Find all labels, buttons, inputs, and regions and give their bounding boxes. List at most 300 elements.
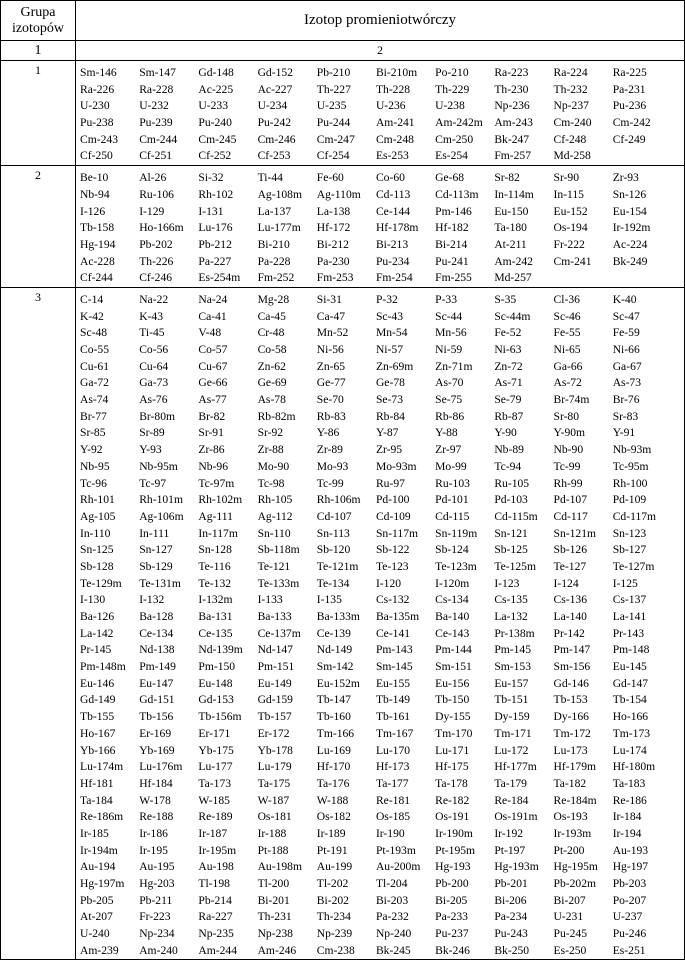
isotope-entry: Be-10: [80, 171, 109, 185]
isotope-entry: Sn-127: [139, 543, 173, 557]
isotope-entry: Sc-47: [612, 309, 640, 323]
isotope-entry: Tl-204: [375, 877, 408, 890]
isotope-entry: Pu-236: [612, 99, 647, 113]
isotope-entry: Eu-152: [553, 204, 588, 218]
isotope-entry: Re-188: [139, 810, 174, 824]
isotope-entry: Ta-178: [435, 776, 468, 790]
isotope-entry: Np-238: [257, 927, 293, 941]
isotope-entry: Gd-147: [612, 676, 649, 690]
isotope-entry: Ce-139: [316, 626, 351, 640]
isotope-entry: Pu-241: [435, 254, 469, 268]
isotope-entry: Pm-146: [435, 204, 472, 218]
isotope-entry: Tb-160: [316, 710, 351, 724]
isotope-entry: Ca-45: [257, 309, 286, 323]
isotope-entry: Cm-246: [257, 132, 296, 146]
isotope-entry: Pm-145: [494, 643, 532, 657]
isotope-entry: Sn-121: [494, 526, 528, 540]
isotope-entry: Sr-85: [80, 426, 106, 440]
isotope-entry: Ru-97: [375, 476, 405, 490]
isotope-entry: Er-172: [257, 726, 290, 740]
isotope-entry: Pm-148m: [80, 660, 126, 674]
isotope-entry: Hg-193m: [494, 860, 539, 874]
isotope-entry: Pb-202m: [553, 877, 597, 890]
isotope-entry: Y-91: [612, 426, 636, 440]
isotope-entry: Rh-101m: [139, 493, 183, 507]
isotope-entry: Ir-186: [139, 826, 168, 840]
isotope-entry: Br-82: [198, 409, 226, 423]
isotope-entry: Pt-193m: [375, 843, 416, 857]
isotope-entry: W-185: [198, 793, 230, 807]
isotope-entry: Tm-166: [316, 726, 355, 740]
isotope-entry: Ni-65: [553, 343, 581, 356]
isotope-entry: Ce-135: [198, 626, 233, 640]
isotope-entry: Eu-148: [198, 676, 233, 690]
isotope-entry: Np-236: [494, 99, 530, 113]
isotope-entry: Au-194: [80, 860, 116, 874]
isotope-entry: Ag-108m: [257, 187, 303, 201]
isotope-entry: Dy-155: [435, 710, 471, 724]
isotope-entry: Nb-93m: [612, 443, 652, 457]
isotope-entry: Ir-184: [612, 810, 642, 824]
isotope-entry: U-231: [553, 910, 584, 924]
isotope-entry: K-40: [612, 292, 637, 306]
isotope-entry: Mg-28: [257, 292, 290, 306]
isotope-entry: La-132: [494, 610, 528, 623]
isotope-entry: Md-258: [553, 149, 591, 163]
isotope-entry: Bk-245: [375, 943, 411, 957]
isotope-entry: Cm-243: [80, 132, 119, 146]
isotope-entry: Tc-97: [139, 476, 167, 490]
isotope-entry: Te-123m: [435, 559, 477, 573]
isotope-entry: Eu-146: [80, 676, 115, 690]
isotope-entry: Pb-203: [612, 877, 647, 890]
isotope-entry: Au-199: [316, 860, 353, 874]
isotope-entry: Pr-142: [553, 626, 585, 640]
isotope-entry: Pr-143: [612, 626, 645, 640]
isotope-entry: Sn-123: [612, 526, 647, 540]
isotope-entry: Y-86: [316, 426, 340, 440]
column-number-2: 2: [76, 41, 685, 61]
isotope-entry: Rh-100: [612, 476, 648, 490]
isotope-entry: Th-231: [257, 910, 292, 924]
isotope-entry: Hf-182: [435, 221, 469, 235]
isotope-entry: Pm-143: [375, 643, 413, 657]
isotope-entry: Sb-122: [375, 543, 410, 557]
isotope-list-group-3: [76, 288, 684, 960]
isotope-entry: Zn-71m: [435, 359, 473, 373]
isotope-entry: Sm-145: [375, 660, 413, 674]
isotope-entry: As-76: [139, 393, 168, 407]
isotope-entry: I-129: [139, 204, 165, 218]
isotope-entry: Pb-202: [139, 237, 173, 251]
isotope-entry: Cl-36: [553, 292, 580, 306]
isotope-entry: Br-76: [612, 393, 640, 407]
isotope-entry: Nd-139m: [198, 643, 243, 657]
isotope-entry: Sb-127: [612, 543, 647, 557]
isotope-entry: Hg-194: [80, 237, 116, 251]
isotope-entry: Sr-91: [198, 426, 224, 440]
isotope-entry: K-43: [139, 309, 164, 323]
isotope-entry: I-135: [316, 593, 342, 607]
isotope-entry: Cs-137: [612, 593, 647, 607]
isotope-entry: Pu-237: [435, 927, 469, 941]
isotope-entry: Te-121m: [316, 559, 359, 573]
isotope-entry: Cd-109: [375, 509, 411, 523]
isotope-entry: Tb-151: [494, 693, 529, 707]
group-row-2: [1, 166, 685, 288]
isotope-entry: Cs-135: [494, 593, 528, 607]
isotope-entry: U-234: [257, 99, 288, 113]
isotope-entry: Ho-166m: [139, 221, 184, 235]
isotope-entry: Tm-170: [435, 726, 473, 740]
isotope-entry: Au-200m: [375, 860, 421, 874]
isotope-entry: Cf-254: [316, 149, 350, 163]
isotope-entry: Pt-200: [553, 843, 585, 857]
isotope-entry: I-132m: [198, 593, 233, 607]
isotope-entry: Gd-152: [257, 66, 293, 79]
isotope-entry: Bi-201: [257, 893, 290, 907]
isotope-entry: Rh-102: [198, 187, 234, 201]
isotope-list-group-2: [76, 166, 684, 287]
isotope-entry: Pm-150: [198, 660, 236, 674]
isotope-entry: Hg-193: [435, 860, 471, 874]
isotope-entry: Zn-72: [494, 359, 523, 373]
isotope-entry: Tb-147: [316, 693, 351, 707]
isotope-entry: Sb-118m: [257, 543, 300, 557]
isotope-entry: Se-79: [494, 393, 522, 407]
isotope-entry: Es-254: [435, 149, 468, 163]
isotope-entry: Zn-62: [257, 359, 286, 373]
isotope-entry: Re-186: [612, 793, 647, 807]
isotope-entry: Fm-252: [257, 271, 295, 285]
isotope-entry: Th-234: [316, 910, 351, 924]
isotope-entry: Cf-253: [257, 149, 291, 163]
isotope-entry: I-120m: [435, 576, 470, 590]
isotope-entry: Ta-182: [553, 776, 587, 790]
isotope-entry: U-230: [80, 99, 110, 113]
isotope-entry: Am-241: [375, 116, 415, 130]
isotope-entry: Ga-72: [80, 376, 109, 390]
isotope-entry: U-236: [375, 99, 406, 113]
isotope-entry: Th-226: [139, 254, 174, 268]
isotope-entry: Th-227: [316, 82, 351, 96]
isotope-entry: Te-134: [316, 576, 350, 590]
isotope-entry: As-74: [80, 393, 109, 407]
isotope-entry: Pu-244: [316, 116, 351, 130]
isotope-entry: Cm-238: [316, 943, 355, 957]
isotope-entry: Zn-65: [316, 359, 346, 373]
isotope-entry: Cm-240: [553, 116, 592, 130]
isotope-entry: Rh-105: [257, 493, 293, 507]
isotope-entry: Tl-200: [257, 877, 290, 890]
isotope-entry: Sc-43: [375, 309, 403, 323]
isotope-entry: Hg-203: [139, 877, 175, 890]
isotope-entry: Rb-82m: [257, 409, 296, 423]
isotope-entry: Te-132: [198, 576, 232, 590]
isotope-entry: Nb-95m: [139, 459, 178, 473]
isotope-entry: Pu-240: [198, 116, 232, 130]
isotope-entry: Ag-105: [80, 509, 116, 523]
isotope-entry: Pu-239: [139, 116, 173, 130]
isotope-entry: Ta-176: [316, 776, 350, 790]
isotope-entry: Pd-103: [494, 493, 528, 507]
isotope-entry: Hg-197: [612, 860, 649, 874]
isotope-entry: Bi-210m: [375, 66, 418, 79]
isotope-entry: Na-22: [139, 292, 169, 306]
isotope-entry: Cf-250: [80, 149, 113, 163]
isotope-entry: Ba-131: [198, 610, 233, 623]
isotope-entry: Pm-149: [139, 660, 176, 674]
isotope-entry: Ru-106: [139, 187, 174, 201]
isotope-entry: Rb-83: [316, 409, 346, 423]
isotope-entry: Pa-234: [494, 910, 528, 924]
isotope-entry: Lu-169: [316, 743, 351, 757]
isotope-entry: C-14: [80, 292, 104, 306]
isotope-entry: Ce-141: [375, 626, 411, 640]
isotope-entry: Hf-178m: [375, 221, 419, 235]
isotope-entry: W-178: [139, 793, 171, 807]
isotope-entry: Os-181: [257, 810, 292, 824]
isotope-entry: Br-74m: [553, 393, 590, 407]
isotope-entry: Ce-144: [375, 204, 411, 218]
isotope-entry: Co-56: [139, 343, 169, 356]
isotope-entry: Tm-171: [494, 726, 532, 740]
isotope-entry: Sn-126: [612, 187, 647, 201]
isotope-entry: La-138: [316, 204, 351, 218]
isotope-entry: Fm-257: [494, 149, 532, 163]
isotope-entry: Eu-156: [435, 676, 470, 690]
isotope-entry: Ti-45: [139, 326, 165, 340]
isotope-entry: In-117m: [198, 526, 238, 540]
isotope-entry: Sr-83: [612, 409, 639, 423]
isotope-entry: Cm-250: [435, 132, 474, 146]
isotope-entry: Mo-99: [435, 459, 467, 473]
isotope-entry: Ge-77: [316, 376, 346, 390]
isotope-entry: Pd-109: [612, 493, 647, 507]
isotope-entry: Tb-161: [375, 710, 411, 724]
isotope-entry: Cu-61: [80, 359, 109, 373]
isotope-entry: Ta-177: [375, 776, 409, 790]
isotope-entry: Lu-177m: [257, 221, 301, 235]
isotope-entry: Cd-113m: [435, 187, 479, 201]
isotope-entry: Lu-173: [553, 743, 588, 757]
isotope-entry: Te-121: [257, 559, 291, 573]
isotope-entry: Tb-150: [435, 693, 470, 707]
isotope-entry: Ir-195: [139, 843, 168, 857]
isotope-entry: Rb-84: [375, 409, 405, 423]
isotope-entry: I-120: [375, 576, 402, 590]
isotope-entry: Es-250: [553, 943, 587, 957]
isotope-entry: Rh-101: [80, 493, 115, 507]
isotope-entry: I-132: [139, 593, 165, 607]
isotope-entry: Tm-172: [553, 726, 591, 740]
isotope-entry: Na-24: [198, 292, 228, 306]
isotope-entry: Sb-125: [494, 543, 528, 557]
isotope-entry: Bi-213: [375, 237, 409, 251]
isotope-entry: Lu-176m: [139, 760, 183, 774]
isotope-entry: Sc-44: [435, 309, 463, 323]
isotope-entry: Ta-175: [257, 776, 291, 790]
isotope-entry: Ge-69: [257, 376, 287, 390]
group-column-header: [1, 1, 76, 41]
isotope-entry: Mn-56: [435, 326, 467, 340]
isotope-entry: Pb-205: [80, 893, 114, 907]
isotope-entry: Er-169: [139, 726, 172, 740]
isotope-entry: Es-251: [612, 943, 646, 957]
isotope-entry: Np-234: [139, 927, 175, 941]
isotope-entry: Zn-69m: [375, 359, 414, 373]
isotope-entry: I-125: [612, 576, 638, 590]
isotope-entry: Ga-66: [553, 359, 583, 373]
isotope-entry: Bk-246: [435, 943, 470, 957]
isotope-entry: Nb-94: [80, 187, 110, 201]
isotope-entry: Am-246: [257, 943, 297, 957]
isotope-entry: Lu-174: [612, 743, 647, 757]
isotope-entry: Tl-202: [316, 877, 349, 890]
isotope-entry: Ra-226: [80, 82, 115, 96]
isotope-entry: Te-123: [375, 559, 409, 573]
isotope-entry: Ra-228: [139, 82, 174, 96]
isotope-entry: Hf-180m: [612, 760, 656, 774]
isotope-entry: La-142: [80, 626, 114, 640]
isotope-entry: Pu-242: [257, 116, 292, 130]
isotope-list-group-1: [76, 61, 684, 165]
isotope-entry: Pu-238: [80, 116, 114, 130]
isotope-entry: Ga-73: [139, 376, 169, 390]
isotope-entry: Ni-57: [375, 343, 403, 356]
isotope-entry: Hg-197m: [80, 877, 125, 890]
isotope-entry: Y-93: [139, 443, 162, 457]
isotope-entry: Ge-68: [435, 171, 465, 185]
isotope-entry: Pd-100: [375, 493, 410, 507]
isotope-entry: Sc-44m: [494, 309, 531, 323]
isotope-entry: Am-243: [494, 116, 533, 130]
isotope-entry: Mn-54: [375, 326, 408, 340]
isotope-entry: Pb-214: [198, 893, 232, 907]
isotope-entry: Cm-244: [139, 132, 178, 146]
isotope-entry: As-78: [257, 393, 286, 407]
isotope-entry: Pm-147: [553, 643, 591, 657]
isotope-entry: Yb-169: [139, 743, 175, 757]
isotope-entry: Pa-230: [316, 254, 350, 268]
isotope-entry: Hf-173: [375, 760, 410, 774]
isotope-entry: Ni-59: [435, 343, 463, 356]
isotope-entry: Th-229: [435, 82, 470, 96]
isotope-entry: Dy-166: [553, 710, 589, 724]
group-header-line2: izotopów: [11, 20, 65, 36]
isotope-entry: Re-186m: [80, 810, 124, 824]
isotope-entry: Rb-86: [435, 409, 465, 423]
isotope-entry: Cu-67: [198, 359, 228, 373]
isotope-entry: Bi-205: [435, 893, 468, 907]
isotope-entry: Sm-151: [435, 660, 472, 674]
isotope-entry: Zr-97: [435, 443, 462, 457]
isotope-entry: Fr-222: [553, 237, 585, 251]
isotope-entry: In-114m: [494, 187, 534, 201]
isotope-entry: As-71: [494, 376, 523, 390]
isotope-entry: Bi-203: [375, 893, 409, 907]
isotope-entry: Cf-249: [612, 132, 646, 146]
isotope-entry: Am-240: [139, 943, 178, 957]
isotope-entry: Pa-227: [198, 254, 232, 268]
isotope-entry: Cs-132: [375, 593, 410, 607]
isotope-entry: Hf-181: [80, 776, 114, 790]
isotope-entry: Gd-151: [139, 693, 175, 707]
isotope-entry: Sb-129: [139, 559, 173, 573]
isotope-entry: Sb-124: [435, 543, 469, 557]
isotope-entry: Ca-41: [198, 309, 227, 323]
isotope-entry: Te-116: [198, 559, 231, 573]
isotope-entry: Sm-147: [139, 66, 176, 79]
isotope-entry: Os-194: [553, 221, 588, 235]
isotope-entry: Ir-192m: [612, 221, 651, 235]
isotope-entry: Zr-88: [257, 443, 284, 457]
isotope-entry: Sr-92: [257, 426, 284, 440]
isotope-entry: Ge-66: [198, 376, 228, 390]
isotope-entry: Cm-242: [612, 116, 651, 130]
isotope-entry: Au-195: [139, 860, 175, 874]
isotope-entry: Tb-153: [553, 693, 588, 707]
isotope-entry: Pa-228: [257, 254, 291, 268]
isotope-entry: Pb-201: [494, 877, 528, 890]
isotope-entry: Te-127: [553, 559, 587, 573]
isotope-entry: Eu-157: [494, 676, 529, 690]
isotope-entry: Co-57: [198, 343, 228, 356]
isotope-entry: Pa-232: [375, 910, 409, 924]
isotope-entry: Os-191m: [494, 810, 538, 824]
isotope-entry: Am-239: [80, 943, 119, 957]
isotope-entry: Am-242m: [435, 116, 483, 130]
isotope-entry: Cd-117m: [612, 509, 657, 523]
isotope-entry: Bi-202: [316, 893, 349, 907]
isotope-entry: Bk-249: [612, 254, 648, 268]
isotope-entry: I-123: [494, 576, 520, 590]
isotope-entry: Ir-188: [257, 826, 287, 840]
isotope-entry: Mo-93m: [375, 459, 417, 473]
isotope-entry: Pu-246: [612, 927, 647, 941]
isotope-entry: Tb-154: [612, 693, 647, 707]
isotope-entry: Mo-93: [316, 459, 349, 473]
isotope-entry: Ir-190: [375, 826, 405, 840]
isotope-entry: Si-31: [316, 292, 342, 306]
isotope-entry: Ni-66: [612, 343, 640, 356]
isotope-entry: Ac-227: [257, 82, 293, 96]
isotope-entry: Fr-223: [139, 910, 171, 924]
isotope-entry: Np-240: [375, 927, 412, 941]
isotope-entry: Ir-195m: [198, 843, 237, 857]
group-header-line1: Grupa: [20, 4, 56, 20]
isotope-entry: Cu-64: [139, 359, 169, 373]
isotope-entry: Sn-110: [257, 526, 291, 540]
isotope-entry: Sc-48: [80, 326, 108, 340]
isotope-entry: U-233: [198, 99, 228, 113]
isotope-entry: Sb-126: [553, 543, 587, 557]
isotope-entry: Hf-170: [316, 760, 351, 774]
isotope-entry: Pt-197: [494, 843, 526, 857]
isotope-entry: Ba-140: [435, 610, 470, 623]
isotope-entry: Se-73: [375, 393, 403, 407]
isotope-entry: Ca-47: [316, 309, 346, 323]
isotope-entry: V-48: [198, 326, 222, 340]
isotope-entry: Cr-48: [257, 326, 285, 340]
isotope-entry: Cm-245: [198, 132, 237, 146]
isotope-entry: I-133: [257, 593, 283, 607]
isotope-entry: Nb-90: [553, 443, 584, 457]
isotope-entry: Cd-115m: [494, 509, 538, 523]
isotope-entry: K-42: [80, 309, 104, 323]
isotope-entry: Bi-206: [494, 893, 527, 907]
isotope-entry: Cs-136: [553, 593, 587, 607]
